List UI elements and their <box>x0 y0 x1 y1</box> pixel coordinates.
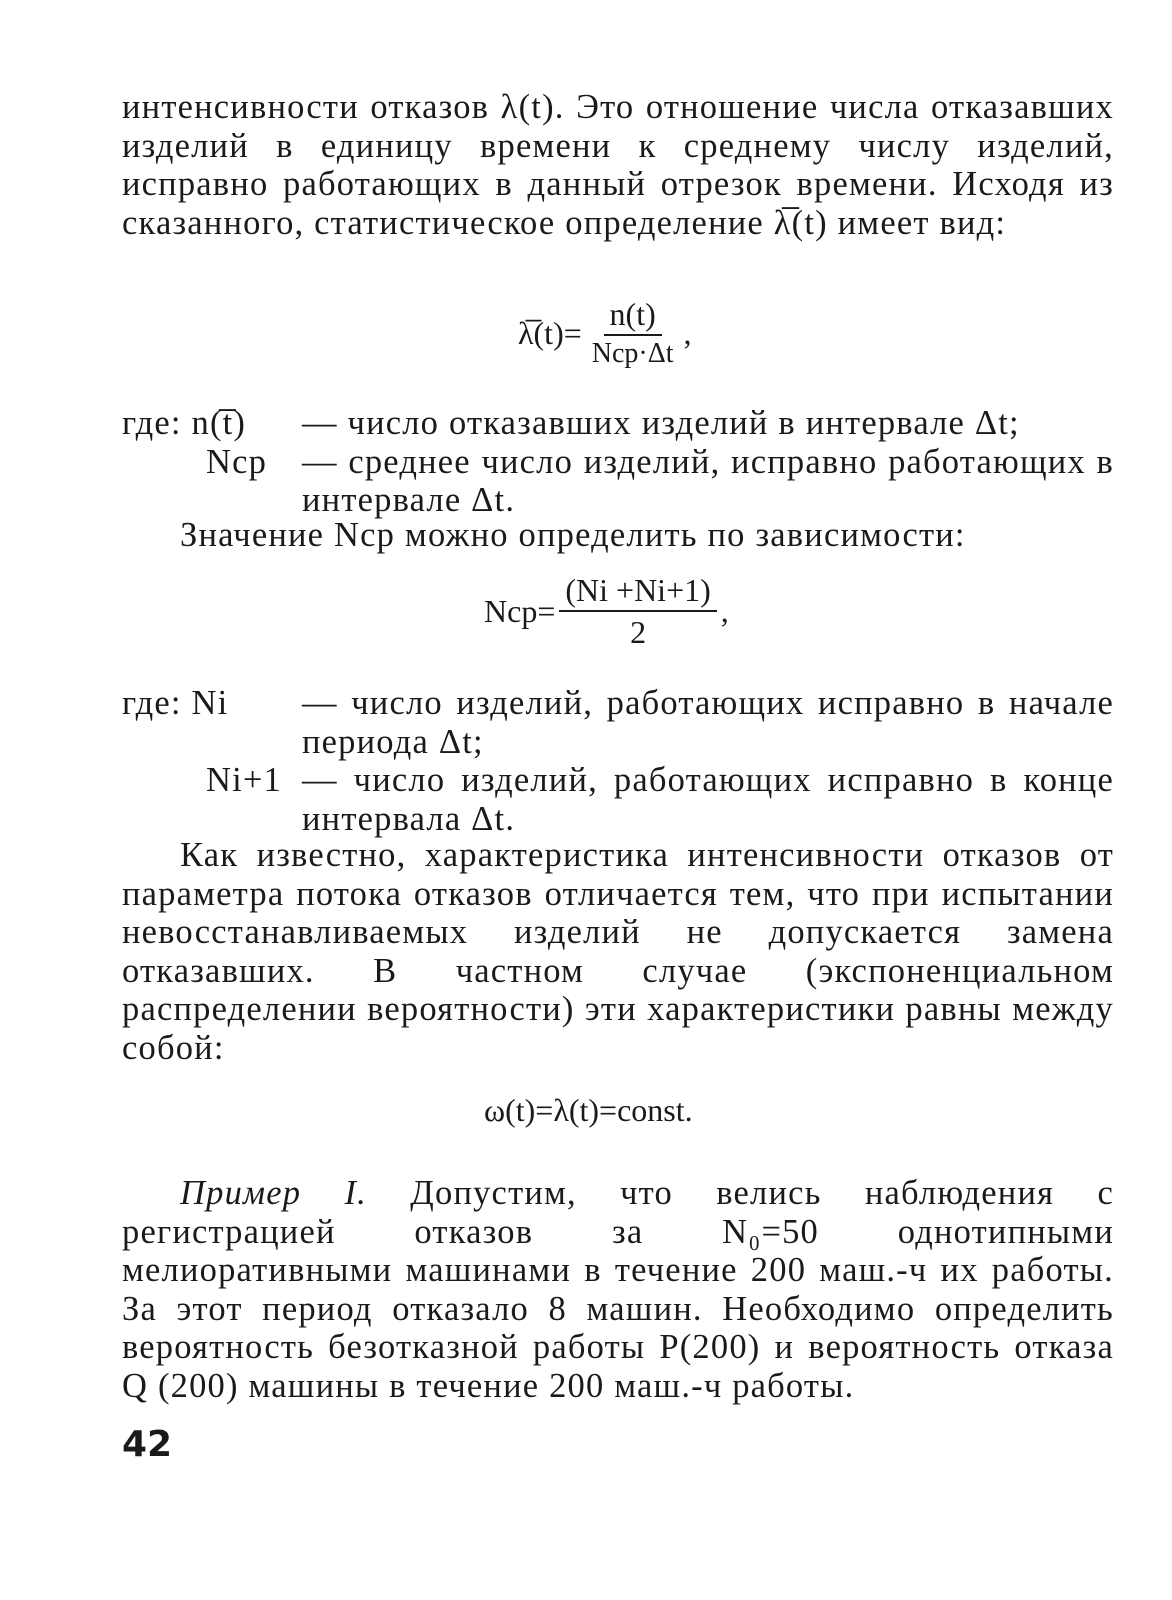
formula-average-count-tail: , <box>720 593 729 629</box>
paragraph-intensity-definition: интенсивности отказов λ(t). Это отношение числа отказавших изделий в единицу времени к среднему числу изделий, исправно работающих в данный отрезок времени. Исходя из сказанного, статистическое определение λ̅(t) имеет вид: <box>122 88 1114 242</box>
formula-failure-rate-fraction <box>586 296 680 370</box>
definition-row <box>122 684 1114 761</box>
formula-failure-rate-denominator: Nср·Δt <box>591 338 674 369</box>
formula-average-count-lhs: Nср= <box>484 593 556 629</box>
definition-row <box>122 761 1114 838</box>
paragraph-4-block <box>122 1174 1114 1406</box>
definition-term: где: Ni <box>122 684 229 722</box>
paragraph-example-1 <box>122 1174 1114 1406</box>
definition-row <box>122 443 1114 520</box>
formula-average-count-numerator: (Ni +Ni+1) <box>559 572 716 612</box>
definition-term: Ni+1 <box>206 761 283 800</box>
definitions-block-1 <box>122 404 1114 520</box>
formula-equality <box>484 1092 693 1129</box>
definition-text: — среднее число изделий, исправно работающих в интервале Δt. <box>302 442 1114 520</box>
definition-text: — число отказавших изделий в интервале Δt; <box>302 404 1020 442</box>
paragraph-ncp-intro: Значение Nср можно определить по зависимости: <box>180 516 966 554</box>
formula-failure-rate <box>518 296 692 370</box>
definition-term: где: n(t̅) <box>122 404 247 442</box>
paragraph-2-block <box>122 516 1114 555</box>
definition-term: Nср <box>206 442 268 481</box>
example-label: Пример I. <box>180 1174 367 1212</box>
formula-equality-text: ω(t)=λ(t)=const. <box>484 1092 693 1128</box>
example-text: Допустим, что велись наблюдения с регистрацией отказов за N₀=50 однотипными мелиоративными машинами в течение 200 маш.-ч их работы. За этот период отказало 8 машин. Необходимо определить вероятность безотказной работы P(200) и вероятность отказа Q (200) машины в течение 200 маш.-ч работы. <box>122 1174 1114 1405</box>
formula-failure-rate-numerator: n(t) <box>604 296 662 336</box>
paragraph-3-block <box>122 836 1114 1068</box>
definitions-block-2 <box>122 684 1114 838</box>
paragraph-characteristics-comparison: Как известно, характеристика интенсивности отказов от параметра потока отказов отличается тем, что при испытании невосстанавливаемых изделий не допускается замена отказавших. В частном случае (экспоненциальном распределении вероятности) эти характеристики равны между собой: <box>122 836 1114 1067</box>
formula-average-count-denominator: 2 <box>630 614 647 650</box>
page-number: 42 <box>122 1424 173 1465</box>
formula-average-count <box>484 572 729 651</box>
paragraph-1-block <box>122 88 1114 242</box>
definition-text: — число изделий, работающих исправно в начале периода Δt; <box>302 684 1114 761</box>
definition-row <box>122 404 1114 443</box>
formula-average-count-fraction <box>559 572 716 651</box>
formula-failure-rate-tail: , <box>683 314 692 351</box>
formula-failure-rate-lhs: λ̅(t)= <box>518 314 582 351</box>
definition-text: — число изделий, работающих исправно в конце интервала Δt. <box>302 761 1114 838</box>
